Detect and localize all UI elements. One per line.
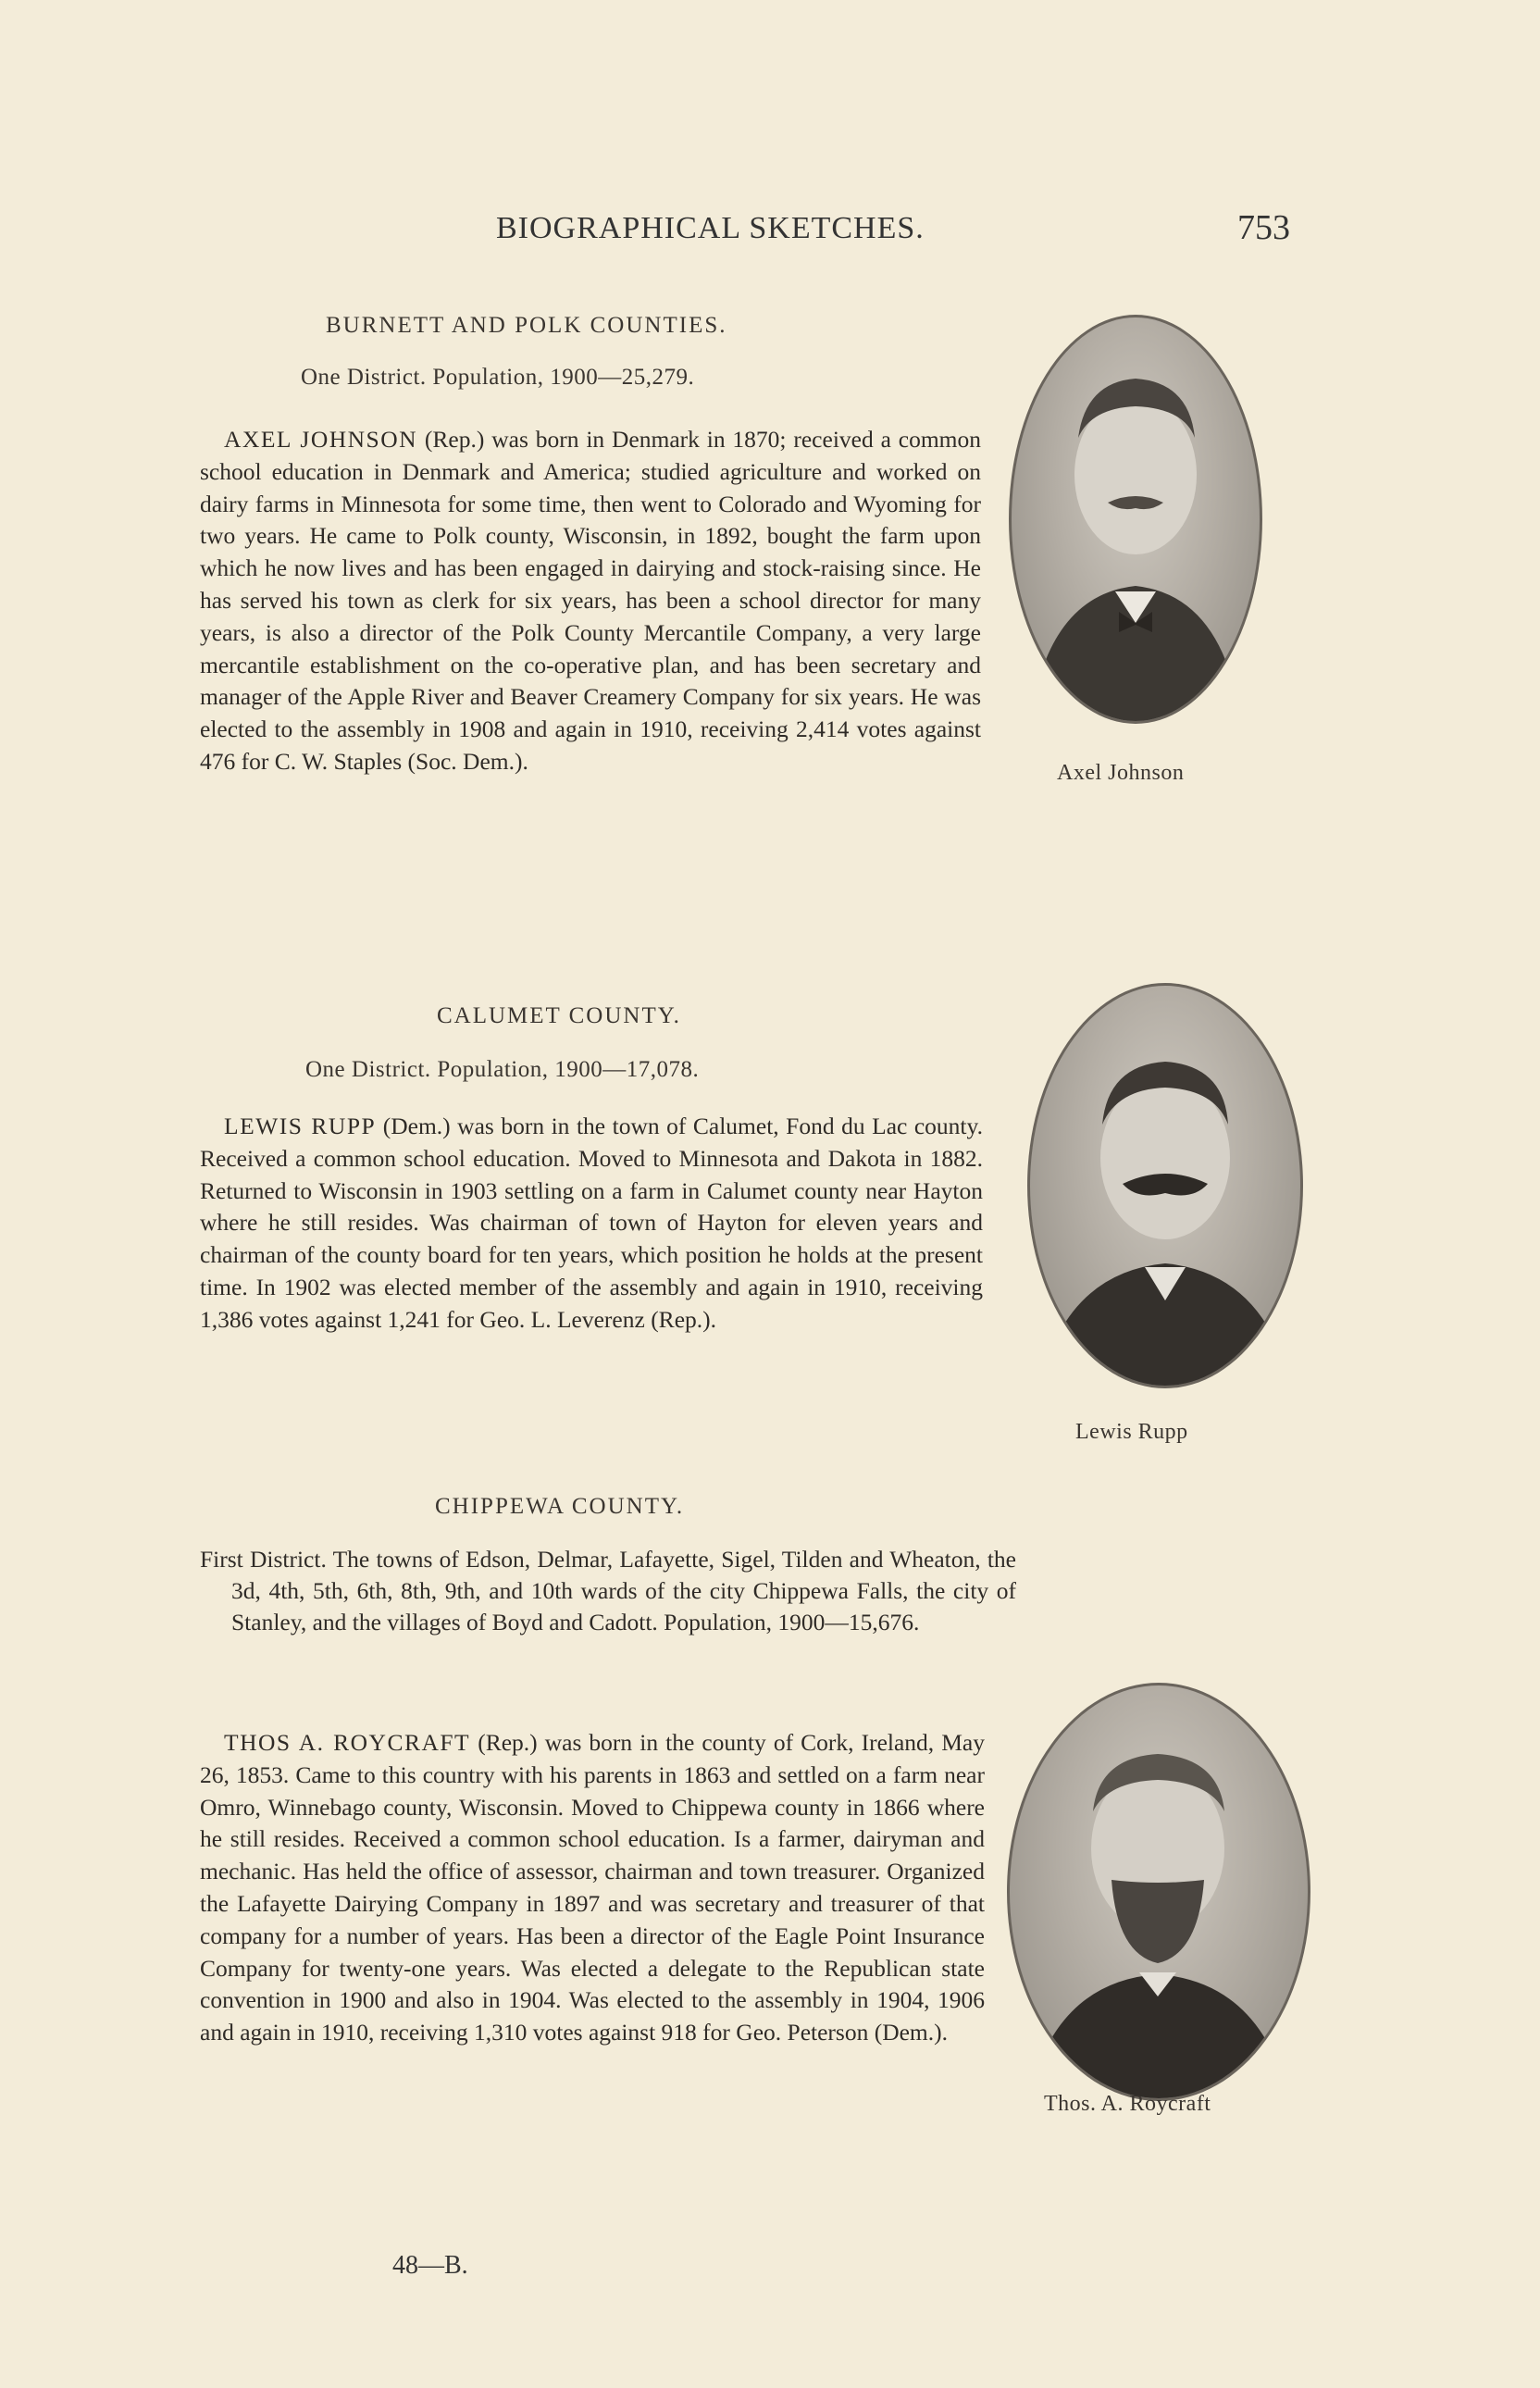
portrait-caption-thos-roycraft: Thos. A. Roycraft: [1044, 2092, 1211, 2116]
bio-text: (Rep.) was born in Denmark in 1870; received a common school education in Denmark and America; studied agriculture and worked on dairy farms in Minnesota for some time, then went to Colorado and Wyoming for two years. He came to Polk county, Wisconsin, in 1892, bought the farm upon which he now lives and has been engaged in dairying and stock-raising since. He has served his town as clerk for six years, has been a school director for many years, is also a director of the Polk County Mercantile Company, a very large mercantile establishment on the co-operative plan, and has been secretary and manager of the Apple River and Beaver Creamery Company for six years. He was elected to the assembly in 1908 and again in 1910, receiving 2,414 votes against 476 for C. W. Staples (Soc. Dem.).: [200, 426, 981, 775]
section-heading-chippewa: CHIPPEWA COUNTY.: [435, 1494, 685, 1519]
portrait-caption-lewis-rupp: Lewis Rupp: [1075, 1420, 1188, 1444]
bio-text: (Dem.) was born in the town of Calumet, Fond du Lac county. Received a common school education. Moved to Minnesota and Dakota in 1882. Returned to Wisconsin in 1903 settling on a farm in Calumet county near Hayton where he still resides. Was chairman of town of Hayton for eleven years and chairman of the county board for ten years, which position he holds at the present time. In 1902 was elected member of the assembly and again in 1910, receiving 1,386 votes against 1,241 for Geo. L. Leverenz (Rep.).: [200, 1113, 983, 1333]
running-header-title: BIOGRAPHICAL SKETCHES.: [496, 211, 925, 245]
district-line-burnett-polk: One District. Population, 1900—25,279.: [301, 365, 695, 390]
bio-name: AXEL JOHNSON: [224, 426, 418, 453]
page-number: 753: [1237, 208, 1290, 247]
bio-name: THOS A. ROYCRAFT: [224, 1729, 471, 1756]
portrait-photo: [1012, 317, 1260, 721]
portrait-thos-roycraft: [1007, 1683, 1310, 2101]
bio-lewis-rupp: [200, 1111, 983, 1337]
bio-name: LEWIS RUPP: [224, 1113, 377, 1139]
portrait-photo: [1010, 1685, 1308, 2098]
district-description-chippewa: First District. The towns of Edson, Delmar, Lafayette, Sigel, Tilden and Wheaton, the 3d, 4th, 5th, 6th, 8th, 9th, and 10th wards of the city Chippewa Falls, the city of Stanley, and the villages of Boyd and Cadott. Population, 1900—15,676.: [200, 1546, 1016, 1636]
section-heading-calumet: CALUMET COUNTY.: [437, 1003, 681, 1028]
portrait-lewis-rupp: [1027, 983, 1303, 1388]
bio-axel-johnson: [200, 424, 981, 778]
portrait-photo: [1030, 986, 1300, 1386]
portrait-axel-johnson: [1009, 315, 1262, 724]
bio-thos-roycraft: [200, 1727, 985, 2049]
section-heading-burnett-polk: BURNETT AND POLK COUNTIES.: [326, 313, 727, 338]
district-line-calumet: One District. Population, 1900—17,078.: [305, 1057, 700, 1082]
signature-mark: 48—B.: [392, 2251, 468, 2280]
portrait-caption-axel-johnson: Axel Johnson: [1057, 761, 1185, 785]
bio-text: (Rep.) was born in the county of Cork, Ireland, May 26, 1853. Came to this country with his parents in 1863 and settled on a farm near Omro, Winnebago county, Wisconsin. Moved to Chippewa county in 1866 where he still resides. Received a common school education. Is a farmer, dairyman and mechanic. Has held the office of assessor, chairman and town treasurer. Organized the Lafayette Dairying Company in 1897 and was secretary and treasurer of that company for a number of years. Has been a director of the Eagle Point Insurance Company for twenty-one years. Was elected a delegate to the Republican state convention in 1900 and also in 1904. Was elected to the assembly in 1904, 1906 and again in 1910, receiving 1,310 votes against 918 for Geo. Peterson (Dem.).: [200, 1729, 985, 2046]
